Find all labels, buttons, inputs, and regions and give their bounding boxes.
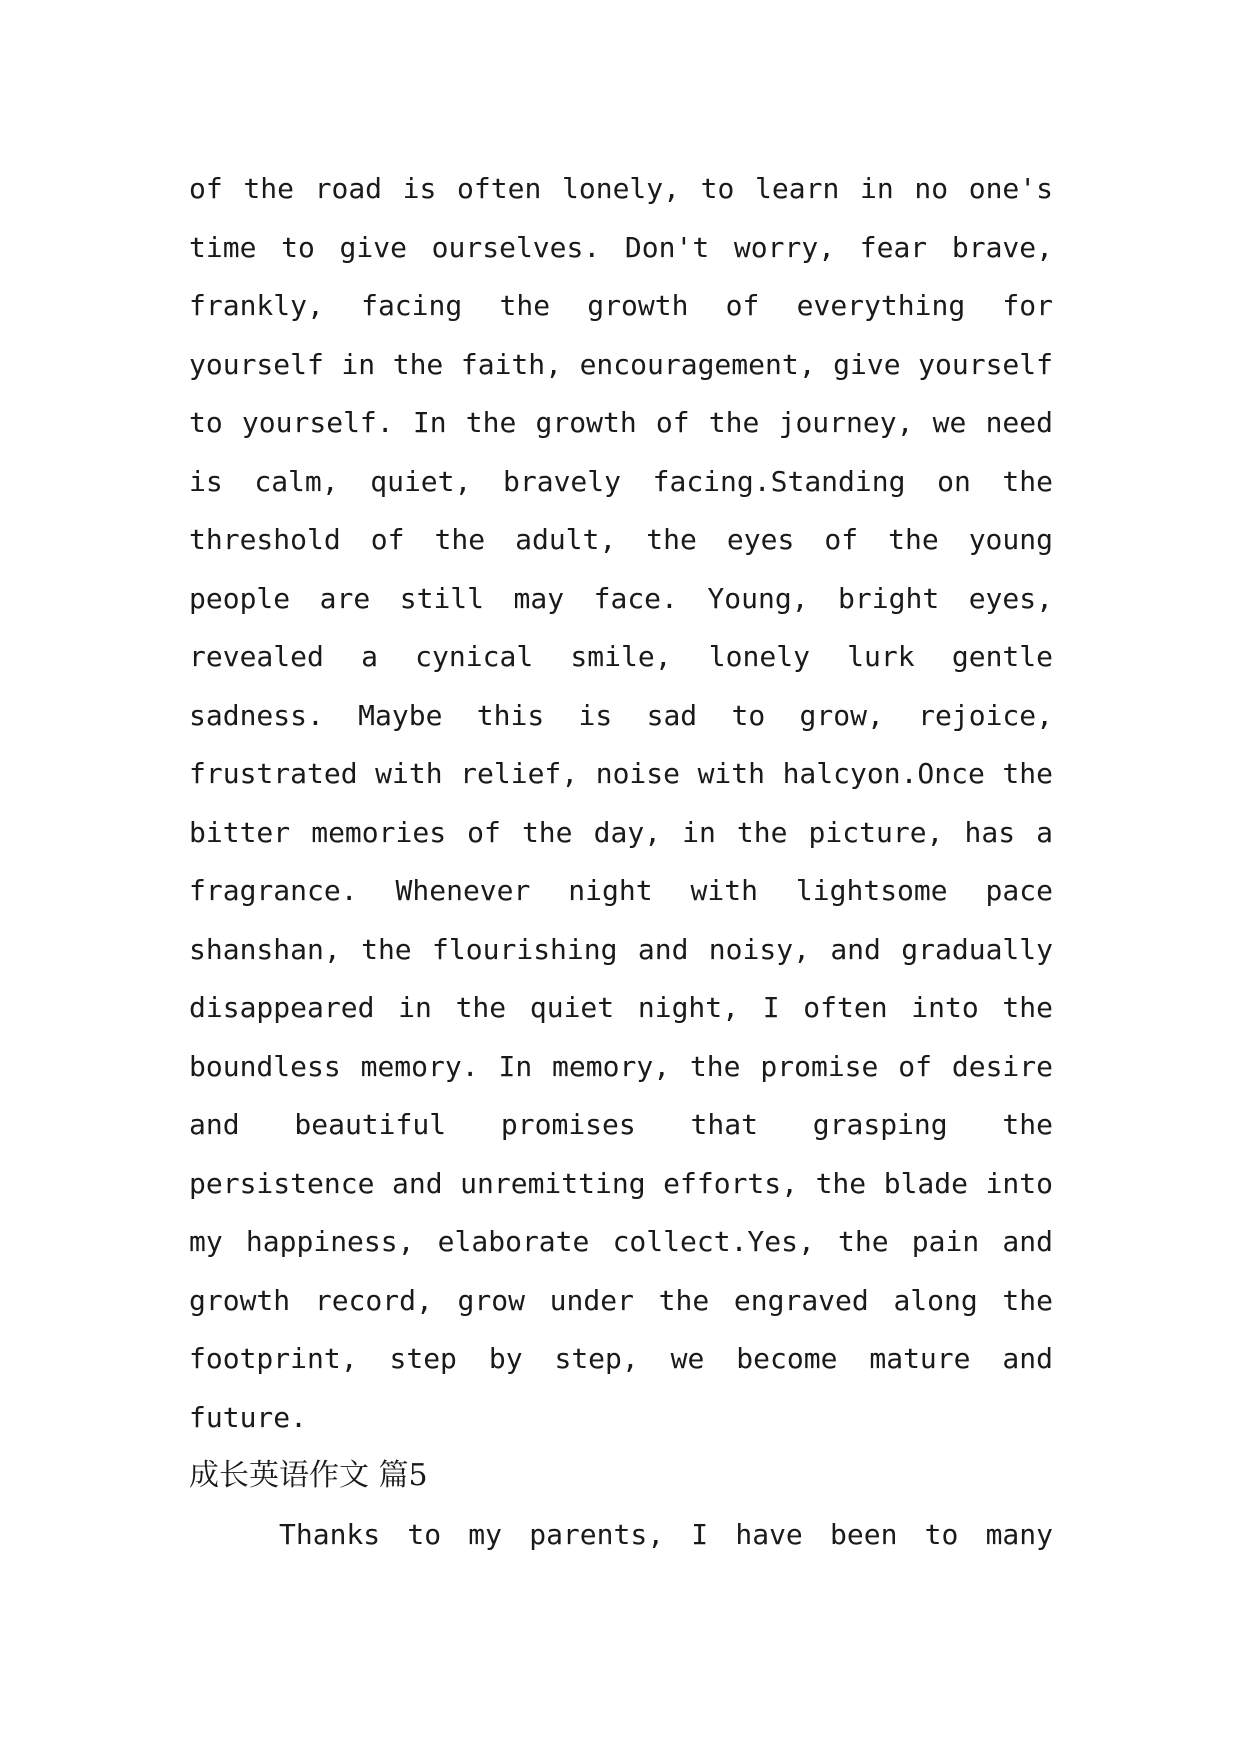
section-heading: 成长英语作文 篇5: [189, 1458, 428, 1493]
body-line: boundless memory. In memory, the promise of desire: [189, 1049, 1053, 1083]
body-line: bitter memories of the day, in the picture, has a: [189, 815, 1053, 849]
body-line: my happiness, elaborate collect.Yes, the pain and: [189, 1225, 1053, 1258]
body-line: persistence and unremitting efforts, the blade into: [189, 1166, 1053, 1200]
body-line: people are still may face. Young, bright eyes,: [189, 581, 1053, 615]
body-line-last: future.: [189, 1400, 308, 1434]
body-line: of the road is often lonely, to learn in no one's: [189, 172, 1053, 205]
body-line: sadness. Maybe this is sad to grow, rejoice,: [189, 698, 1053, 732]
body-line: footprint, step by step, we become mature and: [189, 1342, 1053, 1375]
paragraph-first-line: Thanks to my parents, I have been to many: [279, 1517, 1053, 1551]
body-line: threshold of the adult, the eyes of the young: [189, 523, 1053, 556]
body-line: is calm, quiet, bravely facing.Standing on the: [189, 464, 1053, 498]
body-line: disappeared in the quiet night, I often into the: [189, 991, 1053, 1024]
body-line: yourself in the faith, encouragement, give yourself: [189, 347, 1053, 381]
body-line: growth record, grow under the engraved along the: [189, 1283, 1053, 1317]
text-column: [189, 160, 1053, 1564]
body-line: time to give ourselves. Don't worry, fear brave,: [189, 230, 1053, 264]
body-line: to yourself. In the growth of the journey, we need: [189, 406, 1053, 439]
body-line: and beautiful promises that grasping the: [189, 1108, 1053, 1141]
body-line: frankly, facing the growth of everything for: [189, 289, 1053, 322]
body-line: shanshan, the flourishing and noisy, and gradually: [189, 932, 1053, 966]
body-line: revealed a cynical smile, lonely lurk gentle: [189, 640, 1053, 673]
body-line: frustrated with relief, noise with halcyon.Once the: [189, 757, 1053, 790]
body-line: fragrance. Whenever night with lightsome pace: [189, 874, 1053, 907]
